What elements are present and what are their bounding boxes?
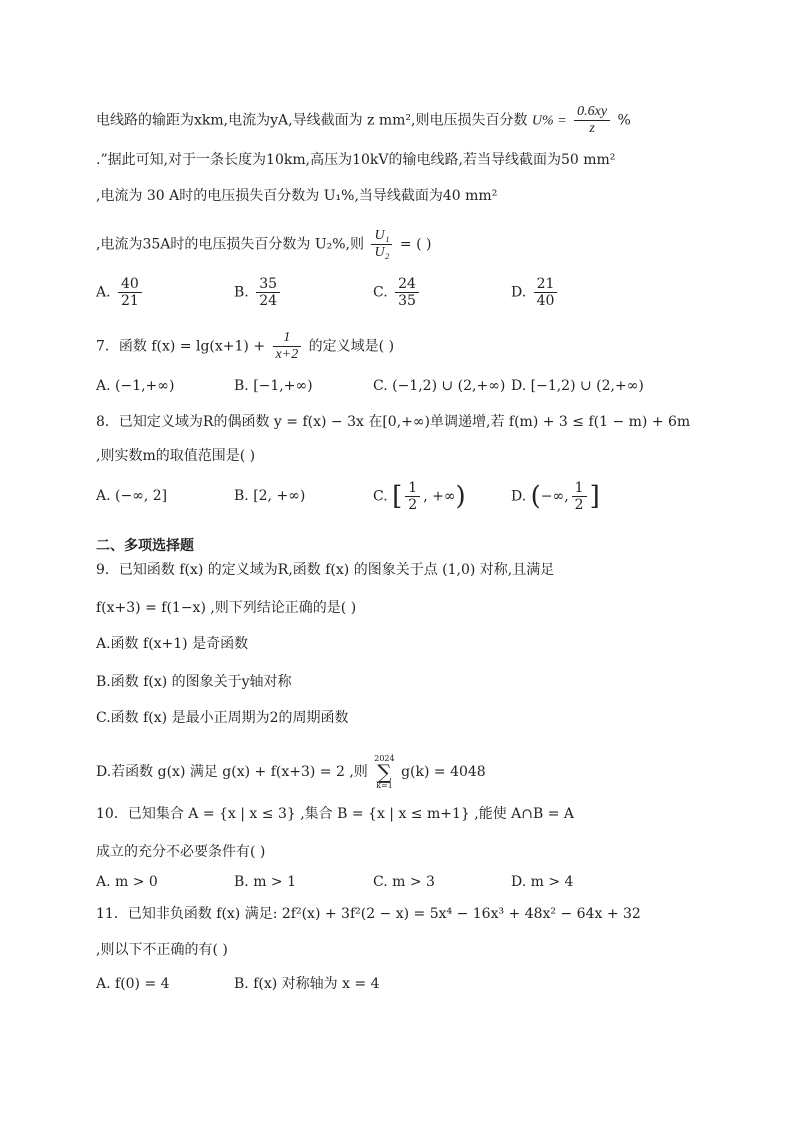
q6-formula-numerator: 0.6xy [577, 104, 608, 119]
q7-option-b[interactable]: B. [−1,+∞) [234, 378, 313, 394]
q10-option-b[interactable]: B. m > 1 [234, 874, 297, 890]
q8-option-b[interactable]: B. [2, +∞) [234, 488, 306, 504]
q7-stem-a: 7．函数 f(x) = lg(x+1) + [96, 338, 266, 355]
q9-line-2: f(x+3) = f(1−x) ,则下列结论正确的是( ) [96, 600, 357, 616]
q6-option-b-den: 24 [256, 292, 280, 309]
q6-ratio-denominator: U₂ [371, 244, 392, 261]
sigma-icon: ∑ [377, 760, 392, 784]
q6-option-c[interactable] [373, 276, 422, 309]
q10-line-2: 成立的充分不必要条件有( ) [96, 844, 266, 860]
q6-formula-denominator: z [574, 120, 610, 137]
q11-option-b[interactable]: B. f(x) 对称轴为 x = 4 [234, 976, 380, 992]
q6-line-3: ,电流为 30 A时的电压损失百分数为 U₁%,当导线截面为40 mm² [96, 188, 498, 204]
q8-option-d-head: −∞, [540, 488, 569, 505]
q8-option-a[interactable]: A. (−∞, 2] [96, 488, 168, 504]
q8-option-d[interactable] [511, 480, 600, 513]
q8-option-c-bracket-right: ) [455, 481, 466, 512]
q6-option-a-label: A. [96, 284, 111, 301]
q7-option-a[interactable]: A. (−1,+∞) [96, 378, 175, 394]
q9-option-d-result: g(k) = 4048 [401, 764, 486, 780]
q9-summation [374, 754, 394, 790]
q9-summation-lower: k=1 [376, 781, 393, 790]
q6-option-c-fraction [395, 276, 419, 309]
q10-option-c[interactable]: C. m > 3 [373, 874, 435, 890]
q10-option-a[interactable]: A. m > 0 [96, 874, 158, 890]
q6-line-4-text: ,电流为35A时的电压损失百分数为 U₂%,则 [96, 236, 364, 253]
q8-line-2: ,则实数m的取值范围是( ) [96, 448, 256, 464]
q9-option-d-text: D.若函数 g(x) 满足 g(x) + f(x+3) = 2 ,则 [96, 764, 368, 780]
q6-option-c-den: 35 [395, 292, 419, 309]
q9-line-1: 9．已知函数 f(x) 的定义域为R,函数 f(x) 的图象关于点 (1,0) 对称,且满足 [96, 562, 555, 578]
q8-option-c-den: 2 [405, 496, 420, 513]
q6-line-1 [96, 104, 631, 137]
q8-option-c-label: C. [373, 488, 388, 505]
q10-line-1: 10．已知集合 A = {x | x ≤ 3} ,集合 B = {x | x ≤ m+1} ,能使 A∩B = A [96, 806, 575, 822]
q6-option-c-num: 24 [398, 276, 416, 292]
q8-option-c[interactable] [373, 480, 466, 513]
q6-option-d-fraction [534, 276, 558, 309]
q10-option-d[interactable]: D. m > 4 [511, 874, 574, 890]
q6-option-d-num: 21 [536, 276, 555, 292]
q9-option-c[interactable]: C.函数 f(x) 是最小正周期为2的周期函数 [96, 710, 349, 726]
q6-option-b-fraction [256, 276, 280, 309]
q8-option-d-bracket-left: ( [530, 481, 541, 512]
q7-stem [96, 330, 394, 363]
q8-option-d-den: 2 [572, 496, 587, 513]
q6-option-a-fraction [118, 276, 142, 309]
section-heading-multiple-choice: 二、多项选择题 [96, 538, 194, 554]
q6-option-d-den: 40 [534, 292, 558, 309]
q7-option-d[interactable]: D. [−1,2) ∪ (2,+∞) [511, 378, 644, 394]
q6-option-b-label: B. [234, 284, 249, 301]
q9-option-a[interactable]: A.函数 f(x+1) 是奇函数 [96, 636, 249, 652]
q8-line-1: 8．已知定义域为R的偶函数 y = f(x) − 3x 在[0,+∞)单调递增,若 f(m) + 3 ≤ f(1 − m) + 6m [96, 414, 691, 430]
q9-summation-upper: 2024 [374, 754, 395, 763]
q6-option-c-label: C. [373, 284, 388, 301]
q11-line-2: ,则以下不正确的有( ) [96, 942, 228, 958]
q11-line-1: 11．已知非负函数 f(x) 满足: 2f²(x) + 3f²(2 − x) = 5x⁴ − 16x³ + 48x² − 64x + 32 [96, 906, 641, 922]
q6-option-a[interactable] [96, 276, 145, 309]
q7-fraction-den: x+2 [273, 346, 302, 363]
q6-line-4-end: = ( ) [399, 236, 432, 253]
q9-option-b[interactable]: B.函数 f(x) 的图象关于y轴对称 [96, 674, 292, 690]
q9-option-d[interactable] [96, 754, 486, 790]
q11-option-a[interactable]: A. f(0) = 4 [96, 976, 170, 992]
q8-option-c-bracket-left: [ [392, 481, 403, 512]
q6-line-2: .”据此可知,对于一条长度为10km,高压为10kV的输电线路,若当导线截面为50 mm² [96, 152, 616, 168]
q8-option-c-tail: , +∞ [423, 488, 456, 505]
q6-line-4 [96, 228, 431, 261]
q6-ratio-numerator: U₁ [374, 228, 390, 243]
q8-option-c-fraction [405, 480, 420, 513]
q7-stem-b: 的定义域是( ) [308, 338, 395, 355]
q6-option-d[interactable] [511, 276, 560, 309]
q6-option-a-num: 40 [121, 276, 139, 292]
q6-formula-fraction [574, 104, 610, 137]
q7-fraction [273, 330, 302, 363]
q6-formula-percent: % [617, 112, 631, 129]
q6-option-a-den: 21 [118, 292, 142, 309]
q8-option-d-bracket-right: ] [589, 481, 600, 512]
q6-line-1-text: 电线路的输距为xkm,电流为yA,导线截面为 z mm²,则电压损失百分数 [96, 112, 528, 129]
q8-option-d-label: D. [511, 488, 527, 505]
q8-option-c-num: 1 [408, 480, 418, 496]
q6-option-b-num: 35 [259, 276, 278, 292]
q7-option-c[interactable]: C. (−1,2) ∪ (2,+∞) [373, 378, 506, 394]
q6-ratio-fraction [371, 228, 392, 261]
q7-fraction-num: 1 [283, 330, 291, 345]
q8-option-d-num: 1 [574, 480, 584, 496]
q6-formula-left: U% = [531, 113, 567, 129]
q6-option-b[interactable] [234, 276, 283, 309]
q8-option-d-fraction [572, 480, 587, 513]
q6-option-d-label: D. [511, 284, 527, 301]
